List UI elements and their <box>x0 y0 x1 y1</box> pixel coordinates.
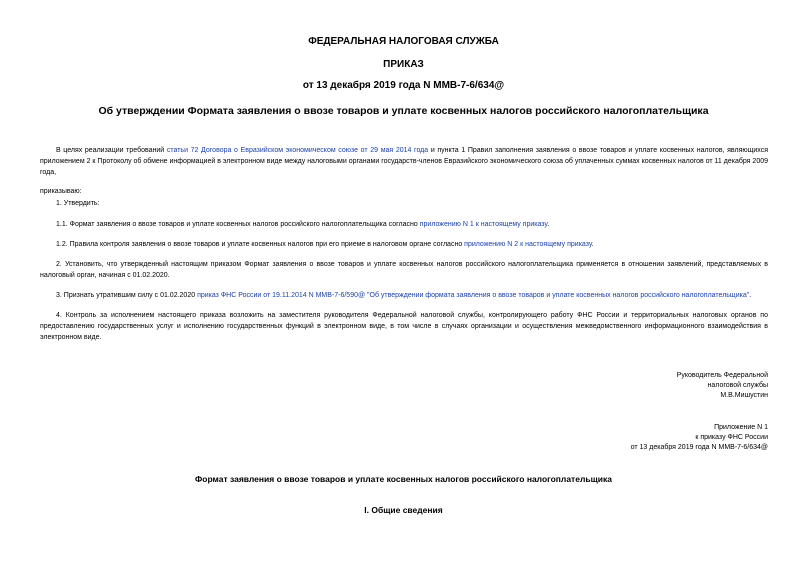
document-type: ПРИКАЗ <box>383 59 424 70</box>
section-title: I. Общие сведения <box>364 505 443 515</box>
signature-line-3: М.В.Мишустин <box>720 392 768 399</box>
signature-block <box>677 371 768 401</box>
signature-line-2: налоговой службы <box>707 382 768 389</box>
item-1-1-text: 1.1. Формат заявления о ввозе товаров и уплате косвенных налогов российского налогоплательщика согласно <box>56 221 420 228</box>
repealed-order-link[interactable]: приказ ФНС России от 19.11.2014 N ММВ-7-6/590@ "Об утверждении формата заявления о ввозе товаров и уплате косвенных налогов российского налогоплательщика" <box>197 292 750 299</box>
appendix-line-3: от 13 декабря 2019 года N ММВ-7-6/634@ <box>630 444 768 451</box>
document-title: Об утверждении Формата заявления о ввозе товаров и уплате косвенных налогов российского налогоплательщика <box>98 105 709 117</box>
preamble-paragraph <box>40 145 768 178</box>
appendix-block <box>631 423 768 453</box>
signature-line-1: Руководитель Федеральной <box>676 372 768 379</box>
item-3-text: 3. Признать утратившим силу с 01.02.2020 <box>56 292 198 299</box>
treaty-article-link[interactable]: статьи 72 Договора о Евразийском экономическом союзе от 29 мая 2014 года <box>166 147 429 154</box>
format-title: Формат заявления о ввозе товаров и уплате косвенных налогов российского налогоплательщика <box>195 474 612 484</box>
item-1-2 <box>40 239 768 250</box>
order-word: приказываю: <box>40 188 82 195</box>
item-2: 2. Установить, что утвержденный настоящим приказом Формат заявления о ввозе товаров и уплате косвенных налогов российского налогоплательщика применяется в отношении заявлений, представляемых в налоговый орган, начиная с 01.02.2020. <box>40 261 768 279</box>
appendix-line-2: к приказу ФНС России <box>695 434 768 441</box>
agency-name: ФЕДЕРАЛЬНАЯ НАЛОГОВАЯ СЛУЖБА <box>308 36 499 47</box>
item-1-1 <box>40 219 768 230</box>
item-3-end: . <box>749 292 752 299</box>
appendix-2-link[interactable]: приложению N 2 к настоящему приказу <box>464 241 592 248</box>
item-4: 4. Контроль за исполнением настоящего приказа возложить на заместителя руководителя Федеральной налоговой службы, контролирующего работу ФНС России и территориальных налоговых органов по предоставлению государственных услуг и исполнению государственных функций в электронном виде, в том числе в случаях организации и осуществления межведомственного информационного взаимодействия в электронном виде. <box>40 312 768 341</box>
item-1-2-end: . <box>591 241 594 248</box>
document-date-number: от 13 декабря 2019 года N ММВ-7-6/634@ <box>302 80 505 91</box>
appendix-1-link[interactable]: приложению N 1 к настоящему приказу <box>419 221 548 228</box>
appendix-line-1: Приложение N 1 <box>714 424 768 431</box>
item-3 <box>40 290 768 301</box>
preamble-text-end: и пункта 1 Правил заполнения заявления о ввозе товаров и уплате косвенных налогов, являющихся приложением 2 к Протоколу об обмене информацией в электронном виде между налоговыми органами государств-членов Евразийского экономического союза об уплаченных суммах косвенных налогов от 11 декабря 2009 года, <box>40 147 768 176</box>
item-1-1-end: . <box>547 221 550 228</box>
item-1: 1. Утвердить: <box>56 200 100 207</box>
item-1-2-text: 1.2. Правила контроля заявления о ввозе товаров и уплате косвенных налогов при его приеме в налоговом органе согласно <box>56 241 465 248</box>
preamble-text-start: В целях реализации требований <box>56 147 167 154</box>
